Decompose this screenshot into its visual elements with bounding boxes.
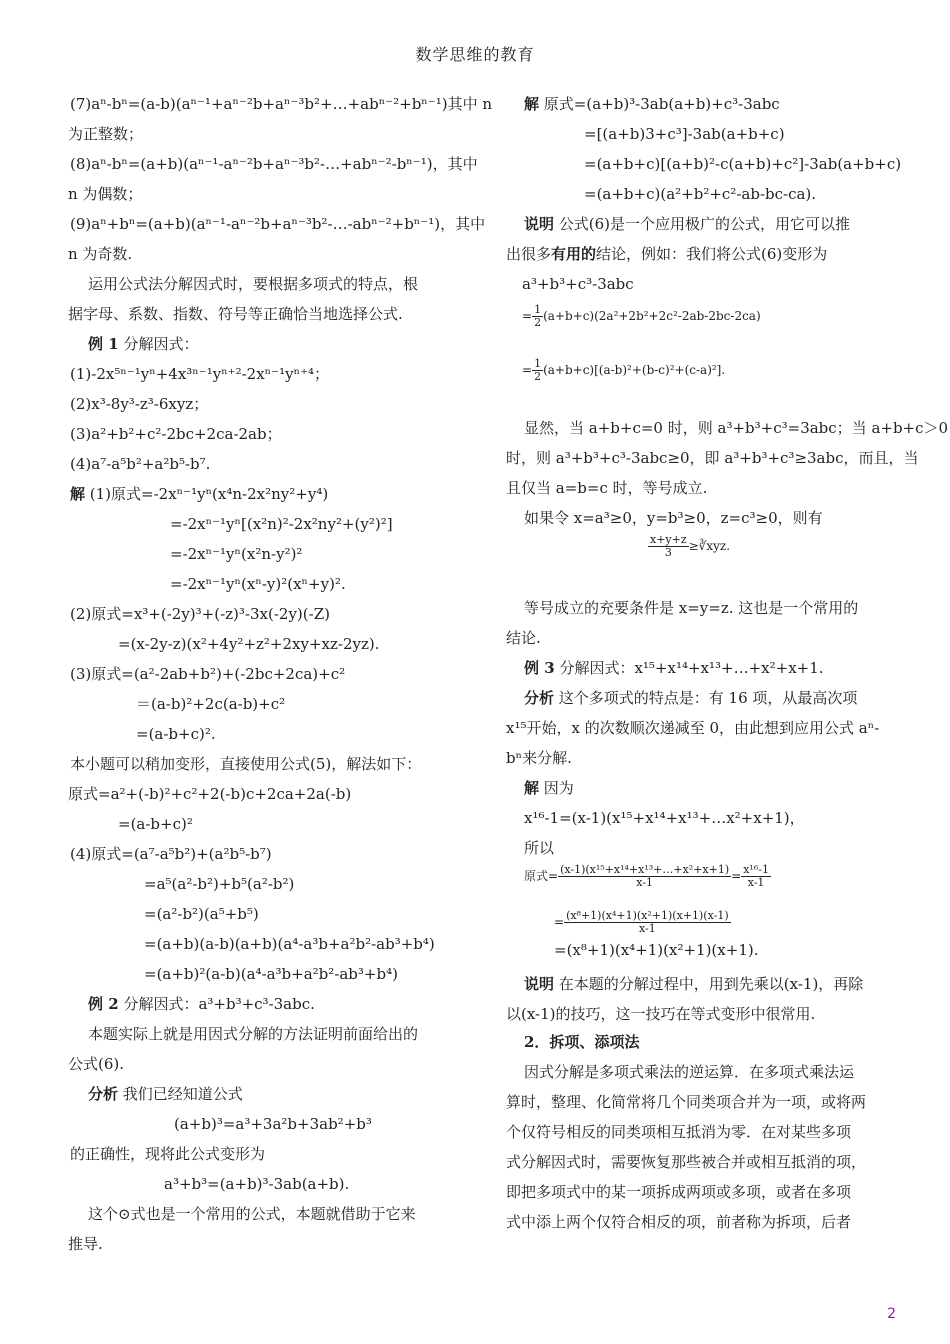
line-text: =(a+b+c)(a²+b²+c²-ab-bc-ca).	[584, 185, 817, 203]
right-text-line	[584, 184, 816, 204]
right-text-line	[506, 628, 541, 648]
line-text: (2)原式=x³+(-2y)³+(-z)³-3x(-2y)(-Z)	[70, 605, 330, 623]
right-text-line	[506, 1122, 851, 1142]
bold-label: 分析	[88, 1085, 119, 1103]
line-text: 如果令 x=a³≥0，y=b³≥0，z=c³≥0，则有	[524, 509, 823, 527]
fraction-denominator: x-1	[747, 876, 765, 889]
bold-label: 分析	[524, 689, 555, 707]
line-text: (4)原式=(a⁷-a⁵b²)+(a²b⁵-b⁷)	[70, 845, 272, 863]
right-text-line	[584, 154, 901, 174]
line-text: (8)aⁿ-bⁿ=(a+b)(aⁿ⁻¹-aⁿ⁻²b+aⁿ⁻³b²-…+abⁿ⁻²-bⁿ⁻¹)，其中	[70, 155, 478, 173]
fraction	[564, 910, 731, 935]
left-text-line	[70, 604, 330, 624]
fraction-numerator: (x⁸+1)(x⁴+1)(x²+1)(x+1)(x-1)	[566, 909, 729, 922]
bold-label: 解	[524, 95, 540, 113]
line-text: 以(x-1)的技巧，这一技巧在等式变形中很常用.	[506, 1005, 816, 1023]
line-text: 这个多项式的特点是：有 16 项，从最高次项	[554, 689, 858, 707]
line-text: 分解因式：a³+b³+c³-3abc.	[118, 995, 315, 1013]
fraction-numerator: x+y+z	[650, 533, 687, 546]
left-text-line	[68, 304, 403, 324]
line-text: 分解因式：	[118, 335, 199, 353]
fraction-numerator: 1	[534, 303, 542, 316]
right-text-line	[524, 838, 554, 858]
line-text: 本小题可以稍加变形，直接使用公式(5)，解法如下：	[70, 755, 422, 773]
right-text-line	[506, 1182, 851, 1202]
line-text: 的正确性，现将此公式变形为	[70, 1145, 266, 1163]
bold-label: 解	[524, 779, 540, 797]
left-text-line	[170, 544, 302, 564]
left-text-line	[68, 784, 351, 804]
fraction	[532, 358, 543, 383]
line-text: 运用公式法分解因式时，要根据多项式的特点，根	[88, 275, 419, 293]
left-text-line	[70, 214, 485, 234]
right-text-line	[524, 508, 823, 528]
line-text: =(x⁸+1)(x⁴+1)(x²+1)(x+1).	[554, 941, 759, 959]
fraction-denominator: x-1	[638, 922, 656, 935]
left-text-line	[174, 1114, 372, 1134]
line-text: 原式=(a+b)³-3ab(a+b)+c³-3abc	[539, 95, 780, 113]
formula-prefix: 原式=	[524, 869, 559, 883]
left-text-line	[70, 484, 328, 504]
bold-label: 例 3	[524, 659, 555, 677]
page-header-title: 数学思维的教育	[415, 45, 535, 64]
line-text: (4)a⁷-a⁵b²+a²b⁵-b⁷.	[70, 455, 211, 473]
line-text: 据字母、系数、指数、符号等正确恰当地选择公式.	[68, 305, 403, 323]
line-text: 分解因式：x¹⁵+x¹⁴+x¹³+…+x²+x+1.	[554, 659, 824, 677]
fraction-denominator: 2	[534, 316, 542, 329]
right-text-line	[522, 274, 634, 294]
fraction-numerator: (x-1)(x¹⁵+x¹⁴+x¹³+…+x²+x+1)	[560, 863, 730, 876]
fraction	[558, 864, 731, 889]
bold-phrase: 有用的	[551, 245, 597, 263]
line-text: (3)原式=(a²-2ab+b²)+(-2bc+2ca)+c²	[70, 665, 346, 683]
line-text: 式分解因式时，需要恢复那些被合并或相互抵消的项，	[506, 1153, 867, 1171]
line-text: 因式分解是多项式乘法的逆运算．在多项式乘法运	[524, 1063, 855, 1081]
right-text-line	[584, 124, 785, 144]
line-text: =-2xⁿ⁻¹yⁿ[(x²n)²-2x²ny²+(y²)²]	[170, 515, 393, 533]
left-text-line	[164, 1174, 349, 1194]
left-text-line	[70, 844, 272, 864]
fraction	[741, 864, 771, 889]
line-text: =(a-b+c)²	[118, 815, 193, 833]
line-text: x¹⁶-1=(x-1)(x¹⁵+x¹⁴+x¹³+…x²+x+1)，	[524, 809, 805, 827]
left-text-line	[88, 1204, 416, 1224]
left-text-line	[136, 694, 285, 714]
line-text: (a+b+c)(2a²+2b²+2c²-2ab-2bc-2ca)	[543, 309, 761, 323]
line-text: 个仅符号相反的同类项相互抵消为零．在对某些多项	[506, 1123, 852, 1141]
bold-label: 解	[70, 485, 86, 503]
line-text: 式中添上两个仅符合相反的项，前者称为拆项，后者	[506, 1213, 852, 1231]
bold-label: 说明	[524, 215, 555, 233]
right-text-line	[524, 418, 948, 438]
line-text: ≥∛xyz.	[688, 539, 731, 553]
line-text: 为正整数；	[68, 125, 144, 143]
line-text: bⁿ来分解.	[506, 749, 572, 767]
right-text-line	[524, 1062, 854, 1082]
line-text: =(x-2y-z)(x²+4y²+z²+2xy+xz-2yz).	[118, 635, 380, 653]
left-text-line	[70, 394, 208, 414]
line-text: (9)aⁿ+bⁿ=(a+b)(aⁿ⁻¹-aⁿ⁻²b+aⁿ⁻³b²-…-abⁿ⁻²+bⁿ⁻¹)，其中	[70, 215, 486, 233]
right-text-line	[506, 1152, 866, 1172]
left-text-line	[70, 154, 478, 174]
right-text-line	[524, 974, 863, 994]
left-text-line	[70, 754, 421, 774]
left-text-line	[88, 334, 198, 354]
left-text-line	[70, 364, 329, 384]
formula-prefix: =	[522, 363, 533, 377]
line-text: 且仅当 a=b=c 时，等号成立.	[506, 479, 708, 497]
left-text-line	[68, 244, 132, 264]
left-text-line	[118, 634, 380, 654]
fraction	[532, 304, 543, 329]
line-text: x¹⁵开始，x 的次数顺次递减至 0，由此想到应用公式 aⁿ-	[506, 719, 880, 737]
right-text-line	[554, 910, 731, 935]
line-text: 公式(6).	[68, 1055, 125, 1073]
line-text: 出很多	[506, 245, 552, 263]
bold-label: 2．拆项、添项法	[524, 1033, 640, 1051]
right-text-line	[524, 94, 780, 114]
right-text-line	[522, 304, 761, 329]
line-text: (1)-2x⁵ⁿ⁻¹yⁿ+4x³ⁿ⁻¹yⁿ⁺²-2xⁿ⁻¹yⁿ⁺⁴；	[70, 365, 329, 383]
left-text-line	[88, 994, 315, 1014]
line-text: 结论.	[506, 629, 541, 647]
line-text: 所以	[524, 839, 555, 857]
line-text: =(a²-b²)(a⁵+b⁵)	[144, 905, 259, 923]
line-text: 等号成立的充要条件是 x=y=z. 这也是一个常用的	[524, 599, 859, 617]
left-text-line	[144, 934, 435, 954]
line-text: 公式(6)是一个应用极广的公式，用它可以推	[554, 215, 851, 233]
fraction-numerator: x¹⁶-1	[743, 863, 769, 876]
bold-label: 例 2	[88, 995, 119, 1013]
left-text-line	[68, 1234, 103, 1254]
left-text-line	[118, 814, 193, 834]
right-text-line	[524, 778, 574, 798]
fraction-denominator: 2	[534, 370, 542, 383]
left-text-line	[68, 184, 142, 204]
right-text-line	[506, 718, 879, 738]
line-text: 结论，例如：我们将公式(6)变形为	[596, 245, 828, 263]
line-text: n 为奇数.	[68, 245, 133, 263]
left-text-line	[88, 1084, 243, 1104]
line-text: 即把多项式中的某一项拆成两项或多项，或者在多项	[506, 1183, 852, 1201]
line-text: =(a+b+c)[(a+b)²-c(a+b)+c²]-3ab(a+b+c)	[584, 155, 902, 173]
right-text-line	[554, 940, 758, 960]
line-text: (3)a²+b²+c²-2bc+2ca-2ab；	[70, 425, 282, 443]
line-text: 因为	[539, 779, 574, 797]
line-text: a³+b³+c³-3abc	[522, 275, 634, 293]
right-text-line	[524, 598, 858, 618]
right-text-line	[506, 1004, 815, 1024]
left-text-line	[70, 454, 210, 474]
line-text: =(a+b)(a-b)(a+b)(a⁴-a³b+a²b²-ab³+b⁴)	[144, 935, 435, 953]
left-text-line	[144, 874, 294, 894]
line-text: 时，则 a³+b³+c³-3abc≥0，即 a³+b³+c³≥3abc，而且，当	[506, 449, 919, 467]
fraction	[648, 534, 689, 559]
left-text-line	[144, 904, 259, 924]
line-text: 算时，整理、化简常将几个同类项合并为一项，或将两	[506, 1093, 867, 1111]
line-text: =-2xⁿ⁻¹yⁿ(xⁿ-y)²(xⁿ+y)².	[170, 575, 346, 593]
line-text: 显然，当 a+b+c=0 时，则 a³+b³+c³=3abc；当 a+b+c＞0	[524, 419, 949, 437]
left-text-line	[144, 964, 398, 984]
left-text-line	[70, 94, 492, 114]
line-text: (7)aⁿ-bⁿ=(a-b)(aⁿ⁻¹+aⁿ⁻²b+aⁿ⁻³b²+…+abⁿ⁻²+bⁿ⁻¹)其中 n	[70, 95, 492, 113]
line-text: 这个⊙式也是一个常用的公式，本题就借助于它来	[88, 1205, 416, 1223]
line-text: =a⁵(a²-b²)+b⁵(a²-b²)	[144, 875, 295, 893]
fraction-denominator: x-1	[636, 876, 653, 889]
left-text-line	[170, 514, 393, 534]
equals-sign: =	[731, 869, 742, 883]
line-text: 我们已经知道公式	[118, 1085, 243, 1103]
line-text: =[(a+b)3+c³]-3ab(a+b+c)	[584, 125, 785, 143]
bold-label: 说明	[524, 975, 555, 993]
line-text: (a+b)³=a³+3a²b+3ab²+b³	[174, 1115, 372, 1133]
left-text-line	[70, 424, 282, 444]
left-text-line	[170, 574, 346, 594]
right-text-line	[506, 1092, 866, 1112]
line-text: =(a+b)²(a-b)(a⁴-a³b+a²b²-ab³+b⁴)	[144, 965, 398, 983]
line-text: 原式=a²+(-b)²+c²+2(-b)c+2ca+2a(-b)	[68, 785, 352, 803]
fraction-denominator: 3	[664, 546, 672, 559]
right-text-line	[524, 688, 857, 708]
right-text-line	[524, 808, 805, 828]
line-text: n 为偶数；	[68, 185, 143, 203]
line-text: 本题实际上就是用因式分解的方法证明前面给出的	[88, 1025, 419, 1043]
right-text-line	[506, 1212, 851, 1232]
line-text: a³+b³=(a+b)³-3ab(a+b).	[164, 1175, 350, 1193]
line-text: (1)原式=-2xⁿ⁻¹yⁿ(x⁴n-2x²ny²+y⁴)	[85, 485, 329, 503]
left-text-line	[68, 124, 143, 144]
line-text: 在本题的分解过程中，用到先乘以(x-1)，再除	[554, 975, 864, 993]
left-text-line	[70, 664, 345, 684]
bold-label: 例 1	[88, 335, 119, 353]
left-text-line	[136, 724, 216, 744]
left-text-line	[70, 1144, 265, 1164]
right-text-line	[506, 448, 919, 468]
right-text-line	[506, 244, 827, 264]
left-text-line	[68, 1054, 124, 1074]
right-text-line	[648, 534, 730, 559]
line-text: =(a-b+c)².	[136, 725, 216, 743]
formula-prefix: =	[522, 309, 533, 323]
page-number: 2	[887, 1306, 896, 1322]
right-text-line	[524, 864, 771, 889]
line-text: ＝(a-b)²+2c(a-b)+c²	[136, 695, 286, 713]
line-text: 推导.	[68, 1235, 103, 1253]
right-text-line	[506, 478, 707, 498]
line-text: (2)x³-8y³-z³-6xyz；	[70, 395, 209, 413]
fraction-numerator: 1	[534, 357, 542, 370]
right-text-line	[506, 748, 572, 768]
right-text-line	[522, 358, 725, 383]
right-text-line	[524, 658, 824, 678]
left-text-line	[88, 274, 418, 294]
left-text-line	[88, 1024, 418, 1044]
right-text-line	[524, 214, 850, 234]
line-text: =-2xⁿ⁻¹yⁿ(x²n-y²)²	[170, 545, 303, 563]
line-text: (a+b+c)[(a-b)²+(b-c)²+(c-a)²].	[543, 363, 726, 377]
right-text-line	[524, 1032, 639, 1052]
formula-prefix: =	[554, 915, 565, 929]
